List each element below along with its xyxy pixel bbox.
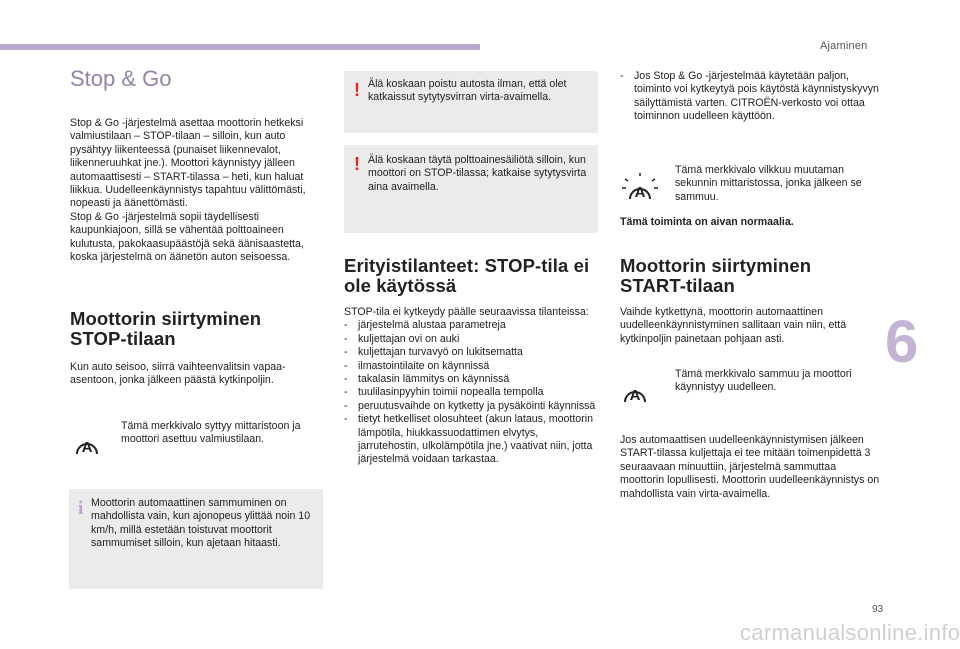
list-item: - tuulilasinpyyhin toimii nopealla tempolla xyxy=(344,386,600,399)
warning-text-2: Älä koskaan täytä polttoainesäiliötä silloin, kun moottori on STOP-tilassa; katkaise sytytysvirta aina avaimella. xyxy=(368,154,587,193)
intro-text xyxy=(70,117,320,264)
warning-text-1: Älä koskaan poistu autosta ilman, että olet katkaissut sytytysvirran virta-avaimella. xyxy=(368,78,567,104)
list-item: - kuljettajan turvavyö on lukitsematta xyxy=(344,346,600,359)
stop-lamp-text: Tämä merkkivalo syttyy mittaristoon ja moottori asettuu valmiustilaan. xyxy=(121,420,301,446)
watermark: carmanualsonline.info xyxy=(740,620,960,645)
final-text: Jos automaattisen uudelleenkäynnistymisen jälkeen START-tilassa kuljettaja ei tee mitään toimenpidettä 3 seuraavaan minuuttiin, järjestelmä sammuttaa moottorin lopullisesti. Moottorin uudelleenkäynnistys on mahdollista vain virta-avaimella. xyxy=(620,434,880,500)
header-bar xyxy=(0,44,480,50)
start-section xyxy=(620,256,880,346)
flashing-indicator-icon xyxy=(620,172,660,209)
list-item: - järjestelmä alustaa parametreja xyxy=(344,319,600,332)
svg-text:A: A xyxy=(634,184,646,201)
intro-paragraph: Stop & Go -järjestelmä asettaa moottorin hetkeksi valmiustilaan – STOP-tilaan – silloin, kun auto pysähtyy liikenteessä (punaiset liikennevalot, liikenneruuhkat jne.). Moottori käynnistyy jälleen automaattisesti – START-tilassa – heti, kun haluat liikkua. Uudelleenkäynnistys tapahtuu välittömästi, nopeasti ja äänettömästi. xyxy=(70,117,306,210)
normal-note: Tämä toiminta on aivan normaalia. xyxy=(620,216,794,228)
special-list xyxy=(344,319,600,466)
intro-paragraph: Stop & Go -järjestelmä sopii täydellisesti kaupunkiajoon, sillä se vähentää polttoaineen kulutusta, pakokaasupäästöjä sekä äänisaastetta, koska järjestelmä on äänetön auton seisoessa. xyxy=(70,210,304,264)
info-text: Moottorin automaattinen sammuminen on mahdollista vain, kun ajonopeus ylittää noin 10 km/h, millä estetään toistuvat moottorit sammumiset silloin, kun ajetaan hitaasti. xyxy=(91,497,311,550)
special-heading: Erityistilanteet: STOP-tila ei ole käytössä xyxy=(344,255,590,296)
stop-section xyxy=(70,309,320,388)
list-item: - tietyt hetkelliset olosuhteet (akun lataus, moottorin lämpötila, hiukkassuodattimen elvytys, jarrutehostin, ulkolämpötila jne.) vaativat niin, jotta järjestelmä voidaan tarkastaa. xyxy=(344,413,600,467)
stop-heading: Moottorin siirtyminen STOP-tilaan xyxy=(70,308,262,349)
chapter-number: 6 xyxy=(885,308,919,375)
note-list xyxy=(620,70,880,124)
start-indicator-icon xyxy=(620,380,650,411)
stop-text: Kun auto seisoo, siirrä vaihteenvalitsin vapaa-asentoon, jonka jälkeen päästä kytkinpoljin. xyxy=(70,361,286,387)
svg-text:A: A xyxy=(81,439,93,456)
warning-icon: ! xyxy=(354,80,360,100)
section-name: Ajaminen xyxy=(820,40,868,52)
list-item: - ilmastointilaite on käynnissä xyxy=(344,360,600,373)
note-item: - Jos Stop & Go -järjestelmää käytetään paljon, toiminto voi kytkeytyä pois käytöstä käynnistyskyvyn säilyttämistä varten. CITROËN-verkosto voi ottaa toiminnon uudelleen käyttöön. xyxy=(620,70,880,124)
stop-indicator-icon xyxy=(72,432,102,463)
info-icon: i xyxy=(78,498,84,519)
warning-icon: ! xyxy=(354,154,360,174)
start-text: Vaihde kytkettynä, moottorin automaattinen uudelleenkäynnistyminen sallitaan vain niin, että kytkinpoljin painetaan pohjaan asti. xyxy=(620,306,847,345)
flashing-lamp-text: Tämä merkkivalo vilkkuu muutaman sekunnin mittaristossa, jonka jälkeen se sammuu. xyxy=(675,164,862,203)
special-intro: STOP-tila ei kytkeydy päälle seuraavissa tilanteissa: xyxy=(344,306,589,318)
special-section xyxy=(344,256,600,467)
warning-box-2 xyxy=(344,145,598,233)
svg-text:A: A xyxy=(629,387,641,404)
list-item: - kuljettajan ovi on auki xyxy=(344,333,600,346)
note-section xyxy=(620,70,880,124)
warning-box-1 xyxy=(344,71,598,133)
list-item: - peruutusvaihde on kytketty ja pysäköinti käynnissä xyxy=(344,400,600,413)
info-box xyxy=(69,489,323,589)
list-item: - takalasin lämmitys on käynnissä xyxy=(344,373,600,386)
start-lamp-text: Tämä merkkivalo sammuu ja moottori käynnistyy uudelleen. xyxy=(675,368,852,394)
page-title: Stop & Go xyxy=(70,66,172,91)
start-heading: Moottorin siirtyminen START-tilaan xyxy=(620,255,812,296)
page-number: 93 xyxy=(872,604,884,615)
